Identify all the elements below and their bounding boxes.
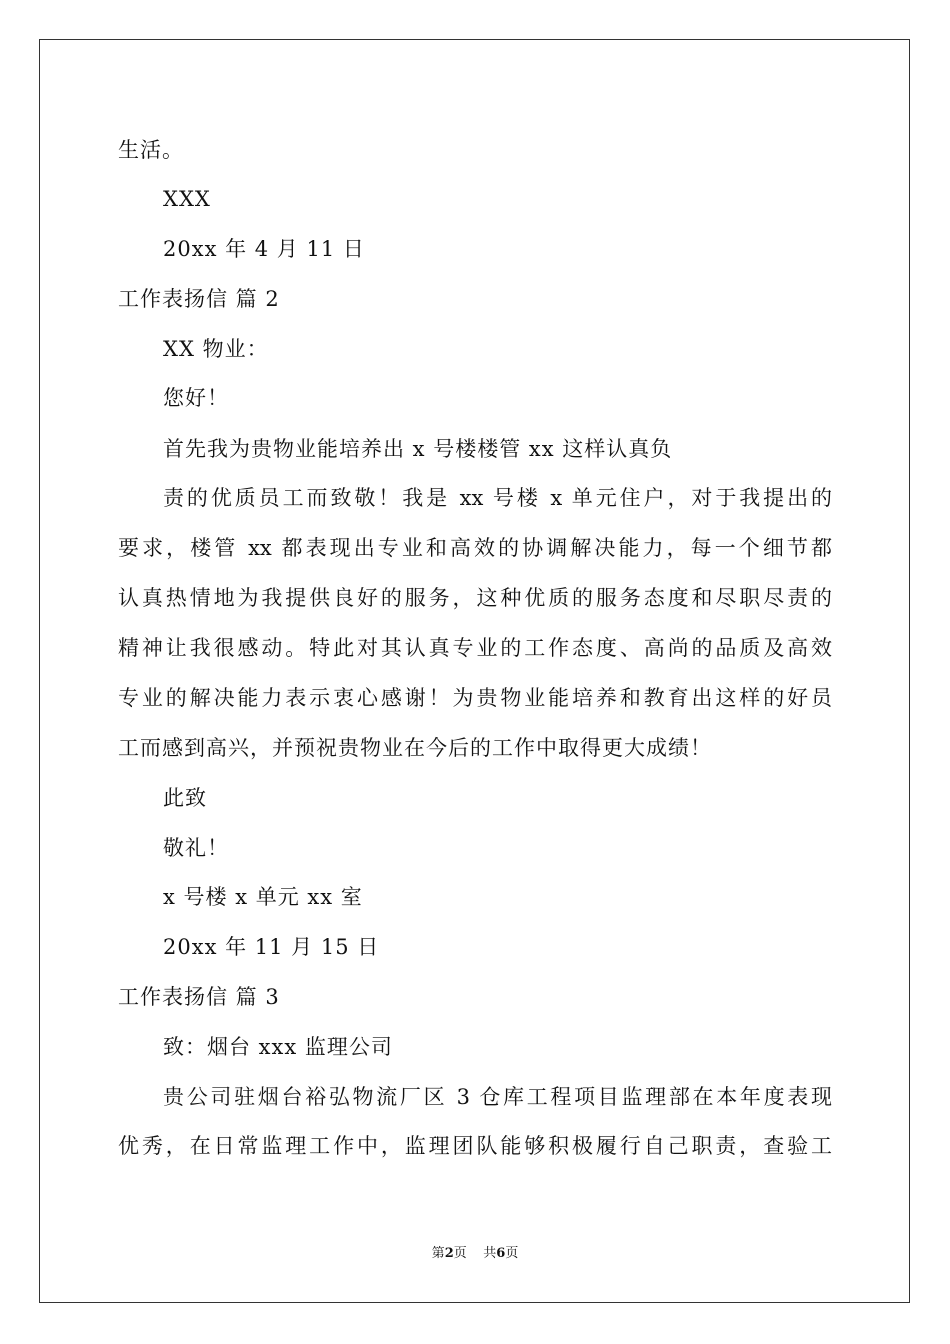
salutation-2: XX 物业： (163, 337, 269, 361)
footer-total-pages: 6 (496, 1246, 506, 1261)
body-line: 责的优质员工而致敬！我是 xx 号楼 x 单元住户，对于我提出的 (163, 486, 832, 510)
signature-2: x 号楼 x 单元 xx 室 (163, 885, 363, 909)
footer-suffix: 页 (505, 1246, 519, 1261)
page-footer (0, 1246, 950, 1262)
footer-middle: 页 共 (453, 1246, 497, 1261)
signature-1: XXX (163, 187, 211, 211)
date-1: 20xx 年 4 月 11 日 (163, 237, 365, 261)
text-line-closing: 生活。 (118, 138, 184, 162)
closing-phrase: 此致 (163, 786, 207, 810)
heading-letter-3: 工作表扬信 篇 3 (118, 985, 280, 1009)
date-2: 20xx 年 11 月 15 日 (163, 935, 380, 959)
body-line: 要求，楼管 xx 都表现出专业和高效的协调解决能力，每一个细节都 (118, 536, 832, 560)
footer-prefix: 第 (431, 1246, 445, 1261)
footer-page-number: 2 (444, 1246, 454, 1261)
salutation-3: 致：烟台 xxx 监理公司 (163, 1035, 393, 1059)
body-line: 精神让我很感动。特此对其认真专业的工作态度、高尚的品质及高效 (118, 636, 832, 660)
body-line: 贵公司驻烟台裕弘物流厂区 3 仓库工程项目监理部在本年度表现 (163, 1085, 832, 1109)
body-line: 工而感到高兴，并预祝贵物业在今后的工作中取得更大成绩！ (118, 736, 712, 760)
greeting-2: 您好！ (163, 386, 229, 410)
body-line: 认真热情地为我提供良好的服务，这种优质的服务态度和尽职尽责的 (118, 586, 832, 610)
body-line: 专业的解决能力表示衷心感谢！为贵物业能培养和教育出这样的好员 (118, 686, 832, 710)
page-frame (39, 39, 910, 1303)
heading-letter-2: 工作表扬信 篇 2 (118, 287, 280, 311)
body-line: 优秀，在日常监理工作中，监理团队能够积极履行自己职责，查验工 (118, 1134, 832, 1158)
body-line: 首先我为贵物业能培养出 x 号楼楼管 xx 这样认真负 (163, 437, 673, 461)
closing-salute: 敬礼！ (163, 836, 229, 860)
